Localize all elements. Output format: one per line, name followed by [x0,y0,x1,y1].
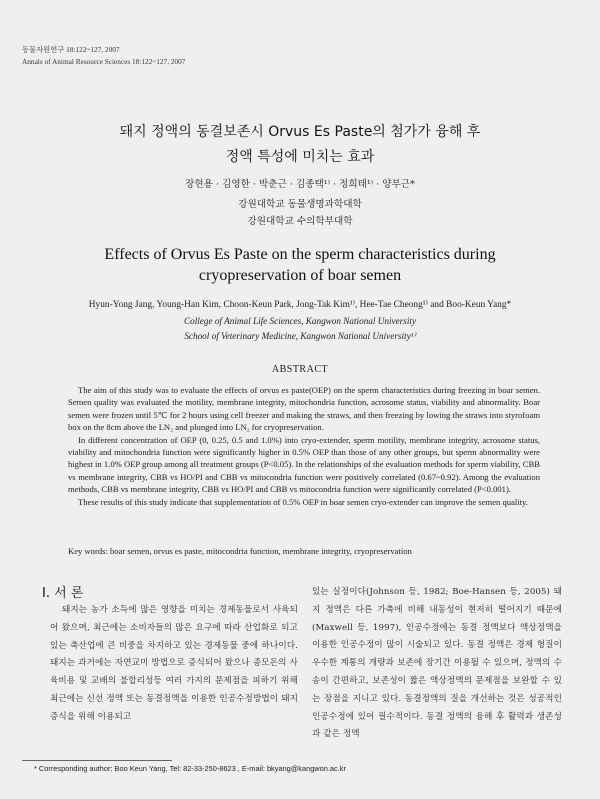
section-heading-introduction: Ⅰ. 서 론 [42,586,84,601]
abstract-paragraph-1: The aim of this study was to evaluate the effects of orvus es paste(OEP) on the sperm characteristics during freezing in boar semen. Semen quality was evaluated the motility, membrane integrity, mitochondria function, acrosome status, viability and abnormality. Boar semen were frozen until 5℃ for 2 hours using cell freezer and making the straws, and then freezing by lowing the straws into styrofoam box on the 8cm above the LN₂ and plunged into LN₂ for cryopreservation. [68,385,540,433]
english-affiliation-1: College of Animal Life Sciences, Kangwon National University [183,316,417,326]
korean-affiliation-1: 강원대학교 동물생명과학대학 [238,199,362,210]
korean-title-line2: 정액 특성에 미치는 효과 [225,149,375,165]
introduction-right-column: 있는 실정이다(Johnson 등, 1982; Boe-Hansen 등, 2005) 돼지 정액은 다른 가축에 비해 내동성이 현저히 떨어지기 때문에(Maxwell 등, 1997), 인공수정에는 동결 정액보다 액상정액을 이용한 인공수정이 많이 시술되고 있다. 동결 정액은 경제 형질이 우수한 계통의 개량과 보존에 장기간 이용될 수 있으며, 정액의 수송이 간편하고, 보존성이 짧은 액상정액의 문제점을 보완할 수 있는 장점을 지니고 있다. 동결정액의 질을 개선하는 것은 성공적인 인공수정에 있어 필수적이다. 동결 정액의 융해 후 활력과 생존성과 같은 정액 [312,587,562,740]
abstract-heading: ABSTRACT [271,364,329,375]
korean-title-line1: 돼지 정액의 동결보존시 Orvus Es Paste의 첨가가 융해 후 [119,124,481,140]
korean-title [0,120,600,170]
english-title-line1: Effects of Orvus Es Paste on the sperm characteristics during [104,246,496,263]
journal-name-korean: 동물자원연구 18:122~127, 2007 [22,45,120,54]
abstract-body [68,384,540,508]
abstract-paragraph-2: In different concentration of OEP (0, 0.25, 0.5 and 1.0%) into cryo-extender, sperm motility, membrane integrity, acrosome status, viability and mitochondria function were significantly higher in 0.5% OEP than those of any other groups, but sperm abnormality were highest in 1.0% OEP group among all treatment groups (P<0.05). In the relationships of the evaluation methods for sperm viability, CBB vs membrane integrity, CBB vs HO/PI and CBB vs mitocondria function were positively correlated (0.67~0.92). Among the evaluation methods, CBB vs membrane integrity, CBB vs HO/PI and CBB vs mitocondria function were significantly correlated (P<0.001). [68,434,540,495]
journal-header [22,44,185,68]
corresponding-author-footnote: * Corresponding author: Boo Keun Yang, Tel: 82-33-250-8623 , E-mail: bkyang@kangwon.ac.kr [34,764,346,773]
english-title [0,244,600,286]
english-affiliation-2: School of Veterinary Medicine, Kangwon National University¹⁾ [184,331,416,341]
journal-name-english: Annals of Animal Resource Sciences 18:122~127, 2007 [22,57,186,66]
english-title-line2: cryopreservation of boar semen [198,267,402,284]
introduction-left-column: 돼지는 농가 소득에 많은 영향을 미치는 경제동물로서 사육되어 왔으며, 최근에는 소비자들의 많은 요구에 따라 산업화로 되고 있는 축산업에 큰 비중을 차지하고 있는 경제동물 중에 하나이다. 돼지는 과거에는 자연교미 방법으로 증식되어 왔으나 종모돈의 사육비용 및 교배의 불합리성등 여러 가지의 문제점을 피하기 위해 최근에는 신선 정액 또는 동결정액을 이용한 인공수정방법이 돼지 증식을 위해 이용되고 [50,605,298,722]
korean-affiliation-2: 강원대학교 수의학부대학 [247,216,353,227]
korean-authors: 장현용 · 김영한 · 박춘근 · 김종택¹⁾ · 정희태¹⁾ · 양부근* [185,179,415,190]
english-authors: Hyun-Yong Jang, Young-Han Kim, Choon-Keun Park, Jong-Tak Kim¹⁾, Hee-Tae Cheong¹⁾ and Boo-Keun Yang* [88,300,512,310]
footnote-divider [22,760,172,761]
keywords: Key words: boar semen, orvus es paste, mitocondria function, membrane integrity, cryopreservation [68,546,412,556]
abstract-paragraph-3: These results of this study indicate that supplementation of 0.5% OEP in boar semen cryo-extender can improve the semen quality. [78,496,528,507]
